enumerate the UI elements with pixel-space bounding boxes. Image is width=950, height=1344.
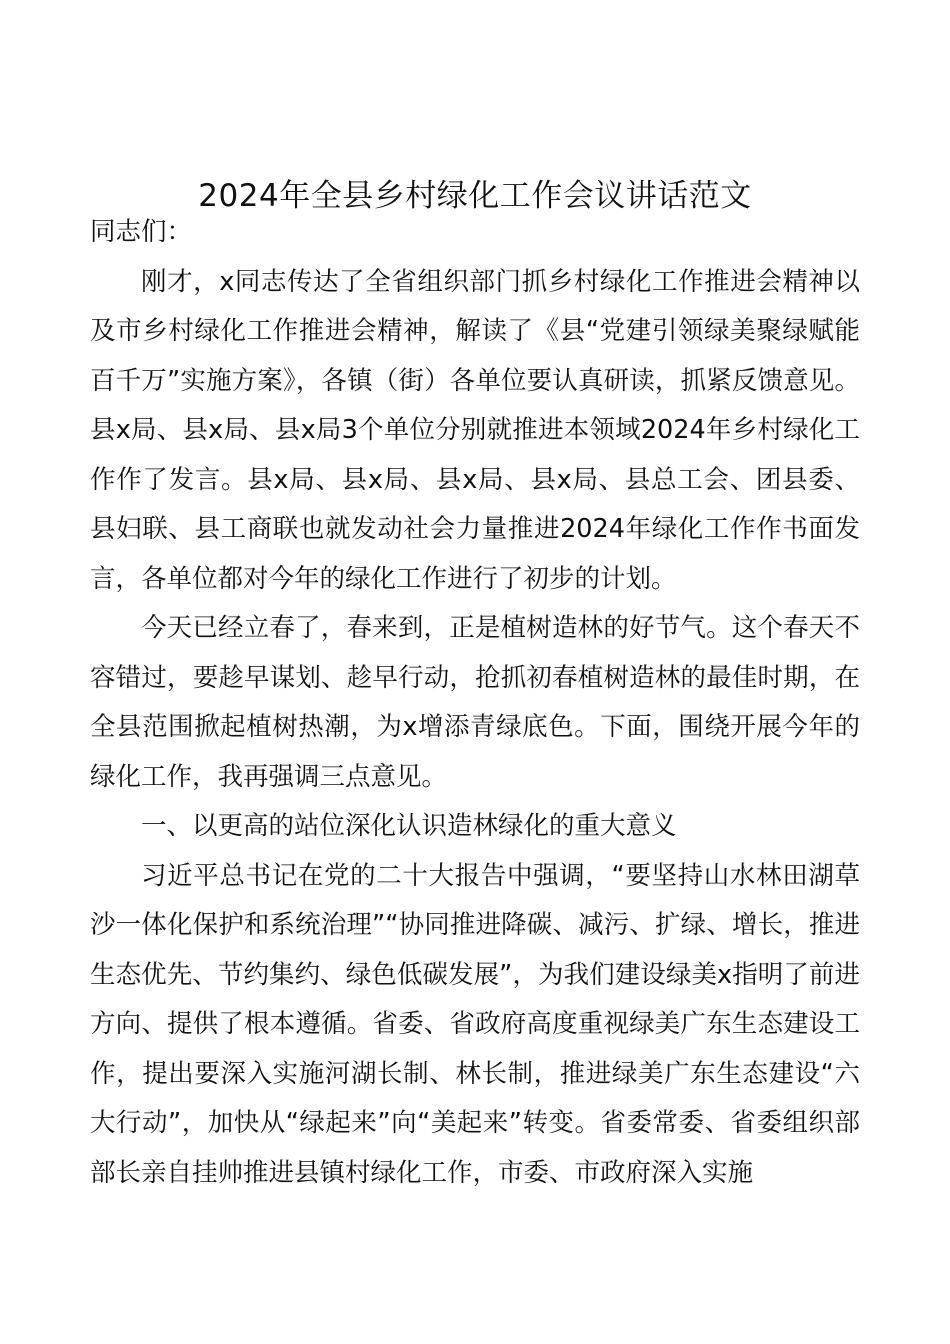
document-body: [90, 208, 860, 1198]
document-title: 2024年全县乡村绿化工作会议讲话范文: [198, 178, 752, 214]
paragraph: 习近平总书记在党的二十大报告中强调，“要坚持山水林田湖草沙一体化保护和系统治理”“协同推进降碳、减污、扩绿、增长，推进生态优先、节约集约、绿色低碳发展”，为我们建设绿美x指明了前进方向、提供了根本遵循。省委、省政府高度重视绿美广东生态建设工作，提出要深入实施河湖长制、林长制，推进绿美广东生态建设“六大行动”，加快从“绿起来”向“美起来”转变。省委常委、省委组织部部长亲自挂帅推进县镇村绿化工作，市委、市政府深入实施: [90, 860, 860, 1188]
paragraph: 今天已经立春了，春来到，正是植树造林的好节气。这个春天不容错过，要趁早谋划、趁早行动，抢抓初春植树造林的最佳时期，在全县范围掀起植树热潮，为x增添青绿底色。下面，围绕开展今年的绿化工作，我再强调三点意见。: [90, 613, 860, 792]
section-heading: 一、以更高的站位深化认识造林绿化的重大意义: [141, 811, 677, 841]
paragraph: 刚才，x同志传达了全省组织部门抓乡村绿化工作推进会精神以及市乡村绿化工作推进会精神，解读了《县“党建引领绿美聚绿赋能百千万”实施方案》，各镇（街）各单位要认真研读，抓紧反馈意见。县x局、县x局、县x局3个单位分别就推进本领域2024年乡村绿化工作作了发言。县x局、县x局、县x局、县x局、县总工会、团县委、县妇联、县工商联也就发动社会力量推进2024年绿化工作作书面发言，各单位都对今年的绿化工作进行了初步的计划。: [90, 266, 860, 594]
salutation: 同志们：: [90, 217, 193, 247]
